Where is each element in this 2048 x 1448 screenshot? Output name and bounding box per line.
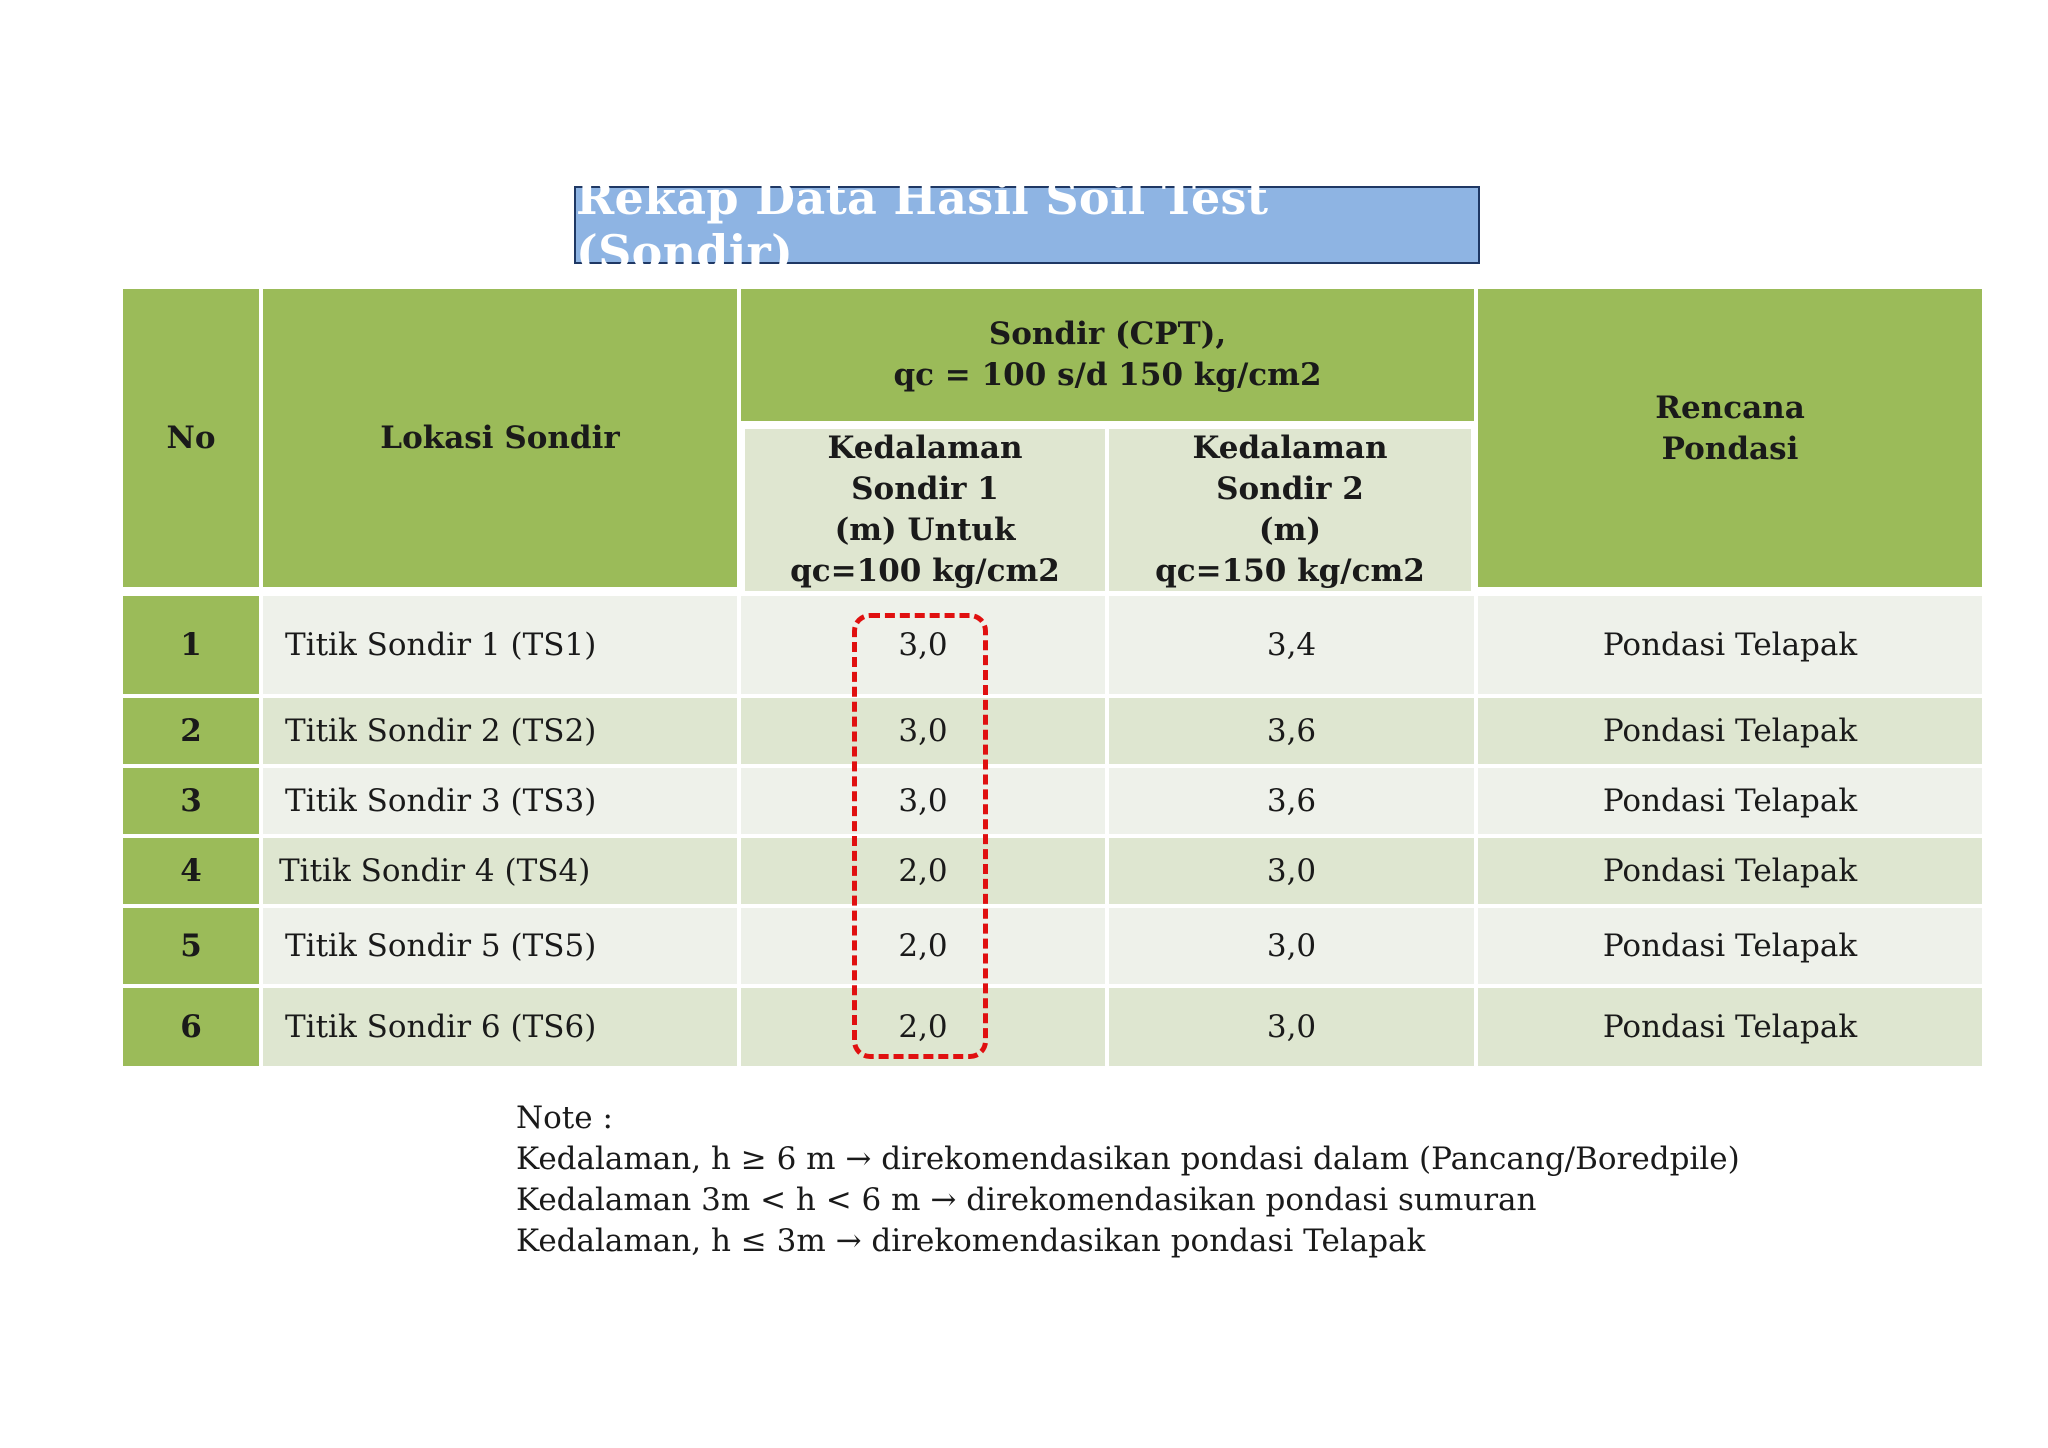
kedalaman-1-highlight-box (852, 613, 988, 1059)
header-k1-line: (m) Untuk (834, 512, 1016, 548)
header-k1-line: qc=100 kg/cm2 (790, 553, 1060, 589)
row-lokasi: Titik Sondir 3 (TS3) (263, 768, 737, 834)
header-k2-line: qc=150 kg/cm2 (1155, 553, 1425, 589)
row-kedalaman-2: 3,0 (1109, 908, 1474, 984)
note-line: Kedalaman 3m < h < 6 m → direkomendasikan pondasi sumuran (516, 1182, 1537, 1218)
header-k2-line: (m) (1258, 512, 1322, 548)
header-lokasi: Lokasi Sondir (263, 289, 737, 587)
note-line: Kedalaman, h ≤ 3m → direkomendasikan pondasi Telapak (516, 1223, 1426, 1259)
header-kedalaman-2 (1109, 429, 1471, 591)
header-k1-line: Sondir 1 (851, 471, 999, 507)
row-kedalaman-1: 3,0 (741, 768, 1105, 834)
row-no: 6 (123, 988, 259, 1066)
row-kedalaman-2: 3,0 (1109, 838, 1474, 904)
row-kedalaman-2: 3,6 (1109, 768, 1474, 834)
note-line: Kedalaman, h ≥ 6 m → direkomendasikan pondasi dalam (Pancang/Boredpile) (516, 1141, 1740, 1177)
row-rencana: Pondasi Telapak (1478, 768, 1982, 834)
header-no: No (123, 289, 259, 587)
header-k2-line: Sondir 2 (1216, 471, 1364, 507)
header-rencana (1478, 289, 1982, 587)
row-rencana: Pondasi Telapak (1478, 988, 1982, 1066)
row-kedalaman-2: 3,4 (1109, 596, 1474, 694)
row-no: 2 (123, 698, 259, 764)
row-lokasi: Titik Sondir 1 (TS1) (263, 596, 737, 694)
row-rencana: Pondasi Telapak (1478, 838, 1982, 904)
row-rencana: Pondasi Telapak (1478, 698, 1982, 764)
header-rencana-line: Pondasi (1661, 431, 1799, 467)
row-lokasi: Titik Sondir 6 (TS6) (263, 988, 737, 1066)
row-rencana: Pondasi Telapak (1478, 596, 1982, 694)
row-no: 5 (123, 908, 259, 984)
note-block (516, 1098, 1740, 1262)
header-rencana-line: Rencana (1655, 390, 1805, 426)
page-title: Rekap Data Hasil Soil Test (Sondir) (574, 186, 1480, 264)
row-kedalaman-2: 3,6 (1109, 698, 1474, 764)
row-kedalaman-1: 3,0 (741, 596, 1105, 694)
row-no: 4 (123, 838, 259, 904)
header-sondir-group (741, 289, 1474, 421)
row-no: 3 (123, 768, 259, 834)
row-kedalaman-1: 3,0 (741, 698, 1105, 764)
row-no: 1 (123, 596, 259, 694)
row-lokasi: Titik Sondir 5 (TS5) (263, 908, 737, 984)
note-heading: Note : (516, 1100, 613, 1136)
header-k2-line: Kedalaman (1192, 430, 1388, 466)
row-rencana: Pondasi Telapak (1478, 908, 1982, 984)
row-lokasi: Titik Sondir 4 (TS4) (263, 838, 737, 904)
row-kedalaman-1: 2,0 (741, 838, 1105, 904)
header-sondir-line1: Sondir (CPT), (988, 316, 1227, 352)
row-kedalaman-1: 2,0 (741, 908, 1105, 984)
header-sondir-line2: qc = 100 s/d 150 kg/cm2 (893, 357, 1322, 393)
header-kedalaman-1 (745, 429, 1105, 591)
header-k1-line: Kedalaman (827, 430, 1023, 466)
row-kedalaman-2: 3,0 (1109, 988, 1474, 1066)
row-kedalaman-1: 2,0 (741, 988, 1105, 1066)
row-lokasi: Titik Sondir 2 (TS2) (263, 698, 737, 764)
